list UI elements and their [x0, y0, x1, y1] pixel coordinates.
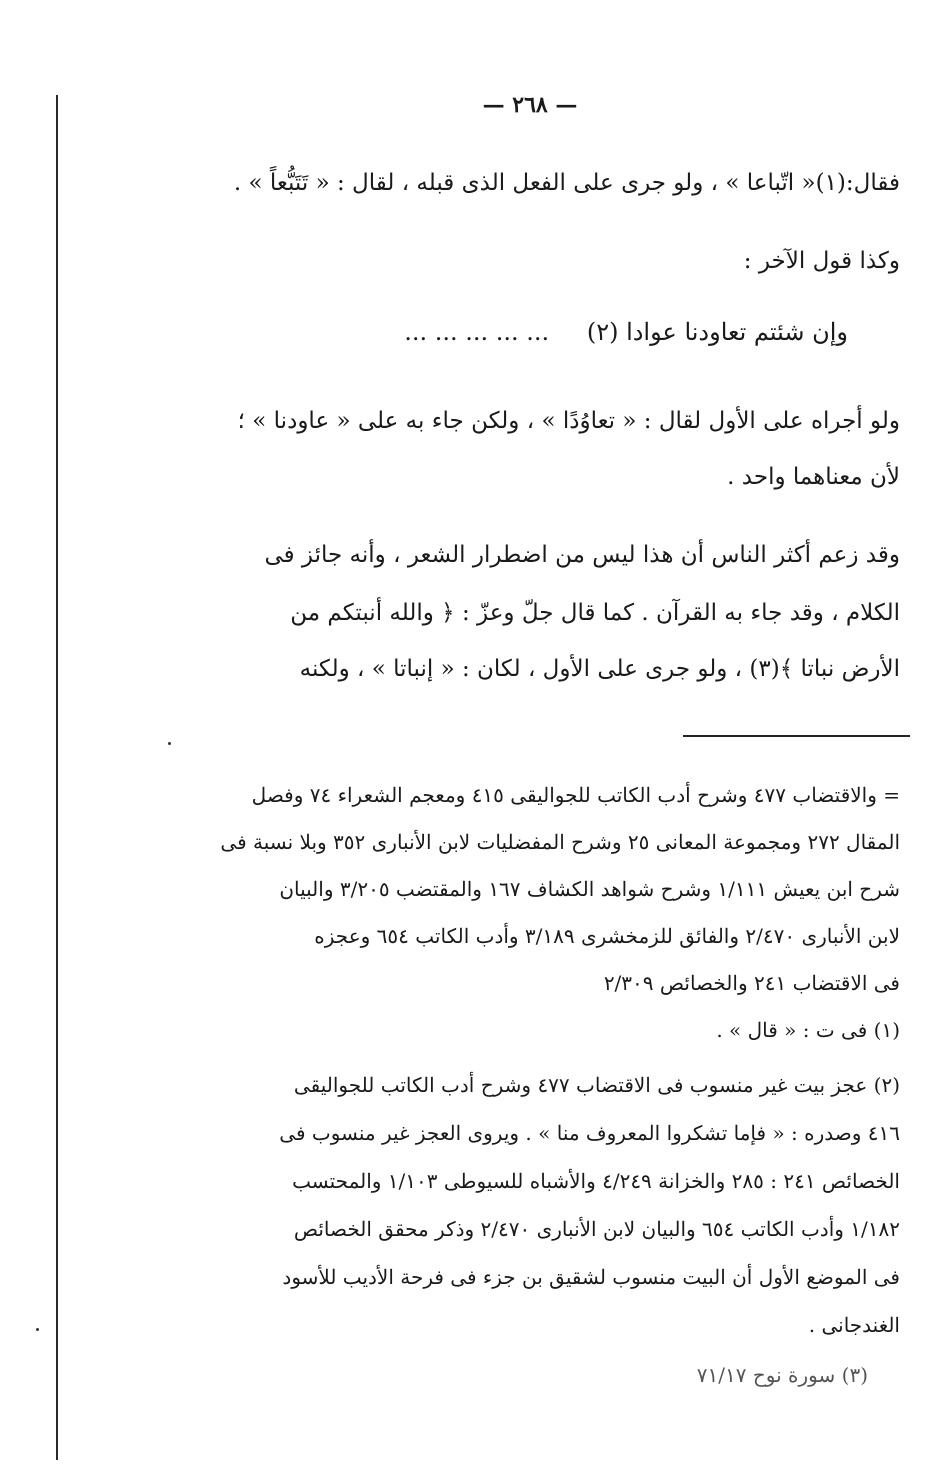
footnote-line: ١/١٨٢ وأدب الكاتب ٦٥٤ والبيان لابن الأنبارى ٢/٤٧٠ وذكر محقق الخصائص — [293, 1217, 900, 1241]
stray-mark — [168, 742, 171, 745]
footnote-line: شرح ابن يعيش ١/١١١ وشرح شواهد الكشاف ١٦٧ والمقتضب ٣/٢٠٥ والبيان — [279, 877, 900, 901]
footnote-line: الغندجانى . — [808, 1313, 900, 1337]
body-line: لأن معناهما واحد . — [727, 464, 900, 490]
verse-text: وإن شئتم تعاودنا عوادا (٢) — [586, 318, 848, 346]
footnote-2: (٢) عجز بيت غير منسوب فى الاقتضاب ٤٧٧ وشرح أدب الكاتب للجواليقى — [293, 1073, 900, 1097]
footnote-3: (٣) سورة نوح ٧١/١٧ — [696, 1363, 868, 1387]
body-line: وقد زعم أكثر الناس أن هذا ليس من اضطرار الشعر ، وأنه جائز فى — [264, 542, 900, 568]
body-line: الكلام ، وقد جاء به القرآن . كما قال جلّ وعزّ : ﴿ والله أنبتكم من — [290, 600, 900, 626]
body-line: فقال:(١)« اتّباعا » ، ولو جرى على الفعل الذى قبله ، لقال : « تَتَبُّعاً » . — [233, 170, 900, 196]
footnote-line: الخصائص ٢٤١ : ٢٨٥ والخزانة ٤/٢٤٩ والأشباه للسيوطى ١/١٠٣ والمحتسب — [292, 1169, 900, 1193]
footnote-separator — [683, 735, 910, 737]
stray-mark — [36, 1328, 39, 1331]
footnote-line: فى الاقتضاب ٢٤١ والخصائص ٢/٣٠٩ — [603, 971, 900, 995]
verse-line — [404, 318, 848, 346]
footnote-line: ٤١٦ وصدره : « فإما تشكروا المعروف منا » . ويروى العجز غير منسوب فى — [279, 1121, 900, 1145]
footnote-line: فى الموضع الأول أن البيت منسوب لشقيق بن جزء فى فرحة الأديب للأسود — [282, 1265, 900, 1289]
footnote-line: = والاقتضاب ٤٧٧ وشرح أدب الكاتب للجواليقى ٤١٥ ومعجم الشعراء ٧٤ وفصل — [251, 783, 900, 807]
footnote-1: (١) فى ت : « قال » . — [716, 1018, 900, 1042]
left-margin-rule — [56, 95, 58, 1460]
body-line: ولو أجراه على الأول لقال : « تعاوُدًا » ، ولكن جاء به على « عاودنا » ؛ — [237, 408, 900, 434]
footnote-line: لابن الأنبارى ٢/٤٧٠ والفائق للزمخشرى ٣/١٨٩ وأدب الكاتب ٦٥٤ وعجزه — [314, 924, 900, 948]
page-number: — ٢٦٨ — — [482, 92, 578, 118]
verse-ellipsis: ... ... ... ... ... — [404, 318, 550, 346]
body-line: الأرض نباتا ﴾(٣) ، ولو جرى على الأول ، لكان : « إنباتا » ، ولكنه — [299, 656, 900, 682]
body-line: وكذا قول الآخر : — [743, 248, 900, 274]
footnote-line: المقال ٢٧٢ ومجموعة المعانى ٢٥ وشرح المفضليات لابن الأنبارى ٣٥٢ وبلا نسبة فى — [220, 830, 900, 854]
